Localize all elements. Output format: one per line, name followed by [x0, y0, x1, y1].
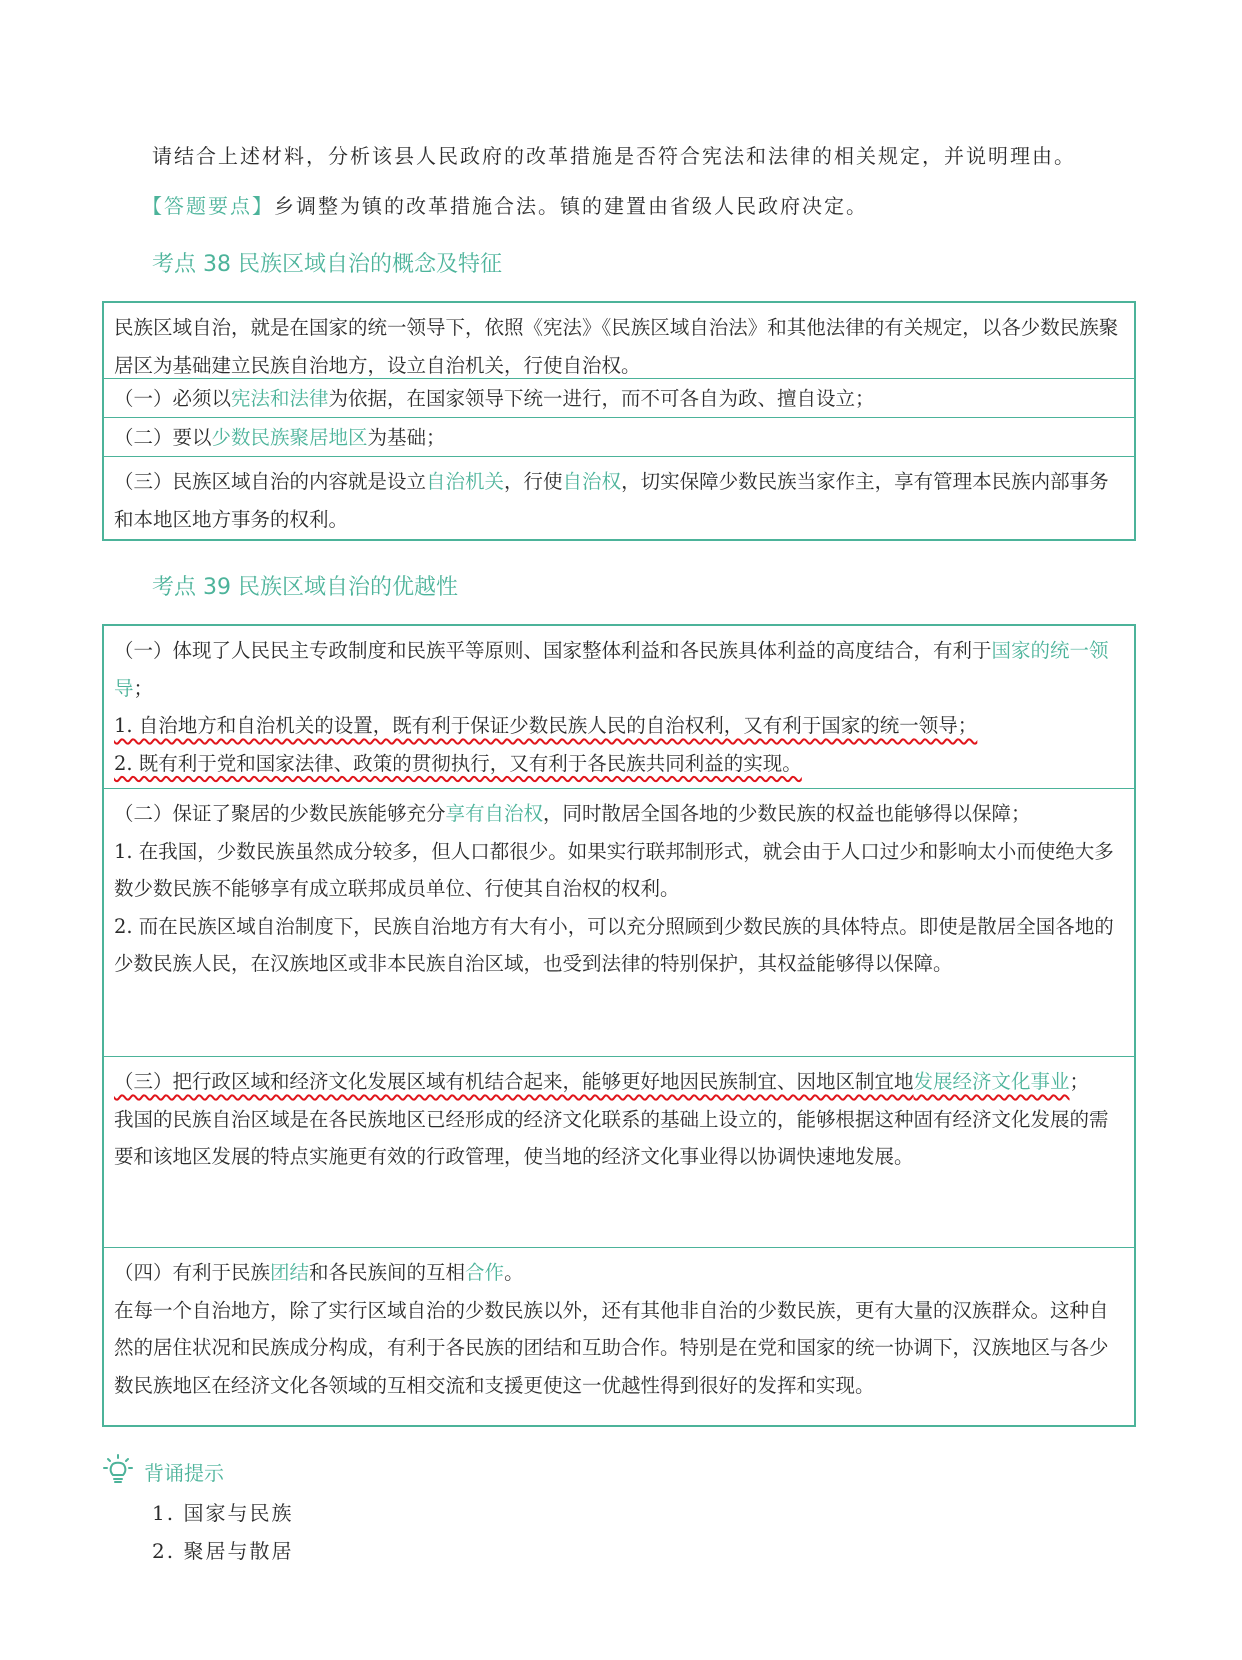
feature-3-text-end: ，切实保障少数民族当家作主，享有管理本民族内部事务和本地区地方事务的权利。	[114, 470, 1109, 531]
feature-row-3	[104, 457, 1134, 539]
advantage-4-text: （四）有利于民族	[114, 1261, 271, 1284]
advantage-2-item-1: 1. 在我国，少数民族虽然成分较多，但人口都很少。如果实行联邦制形式，就会由于人口过少和影响太小而使绝大多数少数民族不能够享有成立联邦成员单位、行使其自治权的权利。	[114, 839, 1114, 900]
advantage-4-heading	[114, 1254, 1122, 1292]
advantage-1-text: （一）体现了人民民主专政制度和民族平等原则、国家整体利益和各民族具体利益的高度结合，有利于	[114, 639, 992, 662]
highlight-term: 发展经济文化事业	[913, 1070, 1070, 1093]
advantage-1-heading	[114, 632, 1122, 707]
definition-text: 民族区域自治，就是在国家的统一领导下，依照《宪法》《民族区域自治法》和其他法律的有关规定，以各少数民族聚居区为基础建立民族自治地方，设立自治机关，行使自治权。	[114, 316, 1119, 377]
tip-item: 2. 聚居与散居	[152, 1539, 294, 1563]
tips-title: 背诵提示	[144, 1460, 224, 1485]
section-38-title: 考点 38 民族区域自治的概念及特征	[152, 252, 502, 277]
highlight-term: 少数民族聚居地区	[211, 426, 368, 449]
advantage-1-item-1: 1. 自治地方和自治机关的设置，既有利于保证少数民族人民的自治权利，又有利于国家的统一领导；	[114, 714, 978, 737]
feature-1-text: （一）必须以	[114, 387, 232, 410]
advantage-row-3	[104, 1057, 1134, 1248]
advantage-4-text-mid: 和各民族间的互相	[309, 1261, 466, 1284]
advantage-3-text-end: ；	[1069, 1070, 1090, 1093]
lightbulb-icon	[102, 1453, 134, 1489]
advantage-4-body: 在每一个自治地方，除了实行区域自治的少数民族以外，还有其他非自治的少数民族，更有大量的汉族群众。这种自然的居住状况和民族成分构成，有利于各民族的团结和互助合作。特别是在党和国家的统一协调下，汉族地区与各少数民族地区在经济文化各领域的互相交流和支援更使这一优越性得到很好的发挥和实现。	[114, 1298, 1109, 1397]
highlight-term: 团结	[270, 1261, 310, 1284]
feature-3-text: （三）民族区域自治的内容就是设立	[114, 470, 427, 493]
highlight-term: 享有自治权	[445, 802, 544, 825]
highlight-term: 自治机关	[426, 470, 505, 493]
feature-2-text-end: 为基础；	[367, 426, 446, 449]
highlight-term: 国家的统一领导	[114, 639, 1109, 700]
advantage-1-text-end: ；	[133, 676, 154, 700]
advantage-2-text-end: ，同时散居全国各地的少数民族的权益也能够得以保障；	[543, 802, 1031, 825]
advantage-2-heading	[114, 795, 1122, 833]
advantage-row-4	[104, 1248, 1134, 1425]
highlight-term: 合作	[465, 1261, 505, 1284]
section-39-title: 考点 39 民族区域自治的优越性	[152, 575, 458, 600]
feature-row-2	[104, 418, 1134, 457]
definition-row	[104, 303, 1134, 379]
highlight-term: 自治权	[562, 470, 622, 493]
advantage-4-text-end: 。	[504, 1261, 524, 1284]
answer-points	[142, 190, 868, 219]
advantage-3-body: 我国的民族自治区域是在各民族地区已经形成的经济文化联系的基础上设立的，能够根据这种固有经济文化发展的需要和该地区发展的特点实施更有效的行政管理，使当地的经济文化事业得以协调快速地发展。	[114, 1107, 1109, 1168]
highlight-term: 宪法和法律	[231, 387, 329, 410]
section-39-table	[102, 624, 1136, 1427]
answer-tag: 【答题要点】	[142, 194, 274, 218]
tip-item: 1. 国家与民族	[152, 1501, 294, 1525]
advantage-3-text: （三）把行政区域和经济文化发展区域有机结合起来，能够更好地因民族制宜、因地区制宜地	[114, 1070, 914, 1093]
feature-row-1	[104, 379, 1134, 418]
advantage-row-1	[104, 626, 1134, 789]
advantage-3-heading	[114, 1063, 1122, 1101]
answer-text: 乡调整为镇的改革措施合法。镇的建置由省级人民政府决定。	[274, 194, 868, 218]
feature-3-text-mid: ，行使	[504, 470, 563, 493]
advantage-row-2	[104, 789, 1134, 1057]
memorize-tips	[102, 1453, 224, 1489]
question-text: 请结合上述材料，分析该县人民政府的改革措施是否符合宪法和法律的相关规定，并说明理由。	[152, 144, 1076, 168]
feature-2-text: （二）要以	[114, 426, 212, 449]
advantage-2-text: （二）保证了聚居的少数民族能够充分	[114, 802, 446, 825]
feature-1-text-end: 为依据，在国家领导下统一进行，而不可各自为政、擅自设立；	[328, 387, 875, 410]
advantage-1-item-2: 2. 既有利于党和国家法律、政策的贯彻执行，又有利于各民族共同利益的实现。	[114, 751, 802, 775]
advantage-2-item-2: 2. 而在民族区域自治制度下，民族自治地方有大有小，可以充分照顾到少数民族的具体特点。即使是散居全国各地的少数民族人民，在汉族地区或非本民族自治区域，也受到法律的特别保护，其权益能够得以保障。	[114, 914, 1114, 975]
section-38-table	[102, 301, 1136, 541]
